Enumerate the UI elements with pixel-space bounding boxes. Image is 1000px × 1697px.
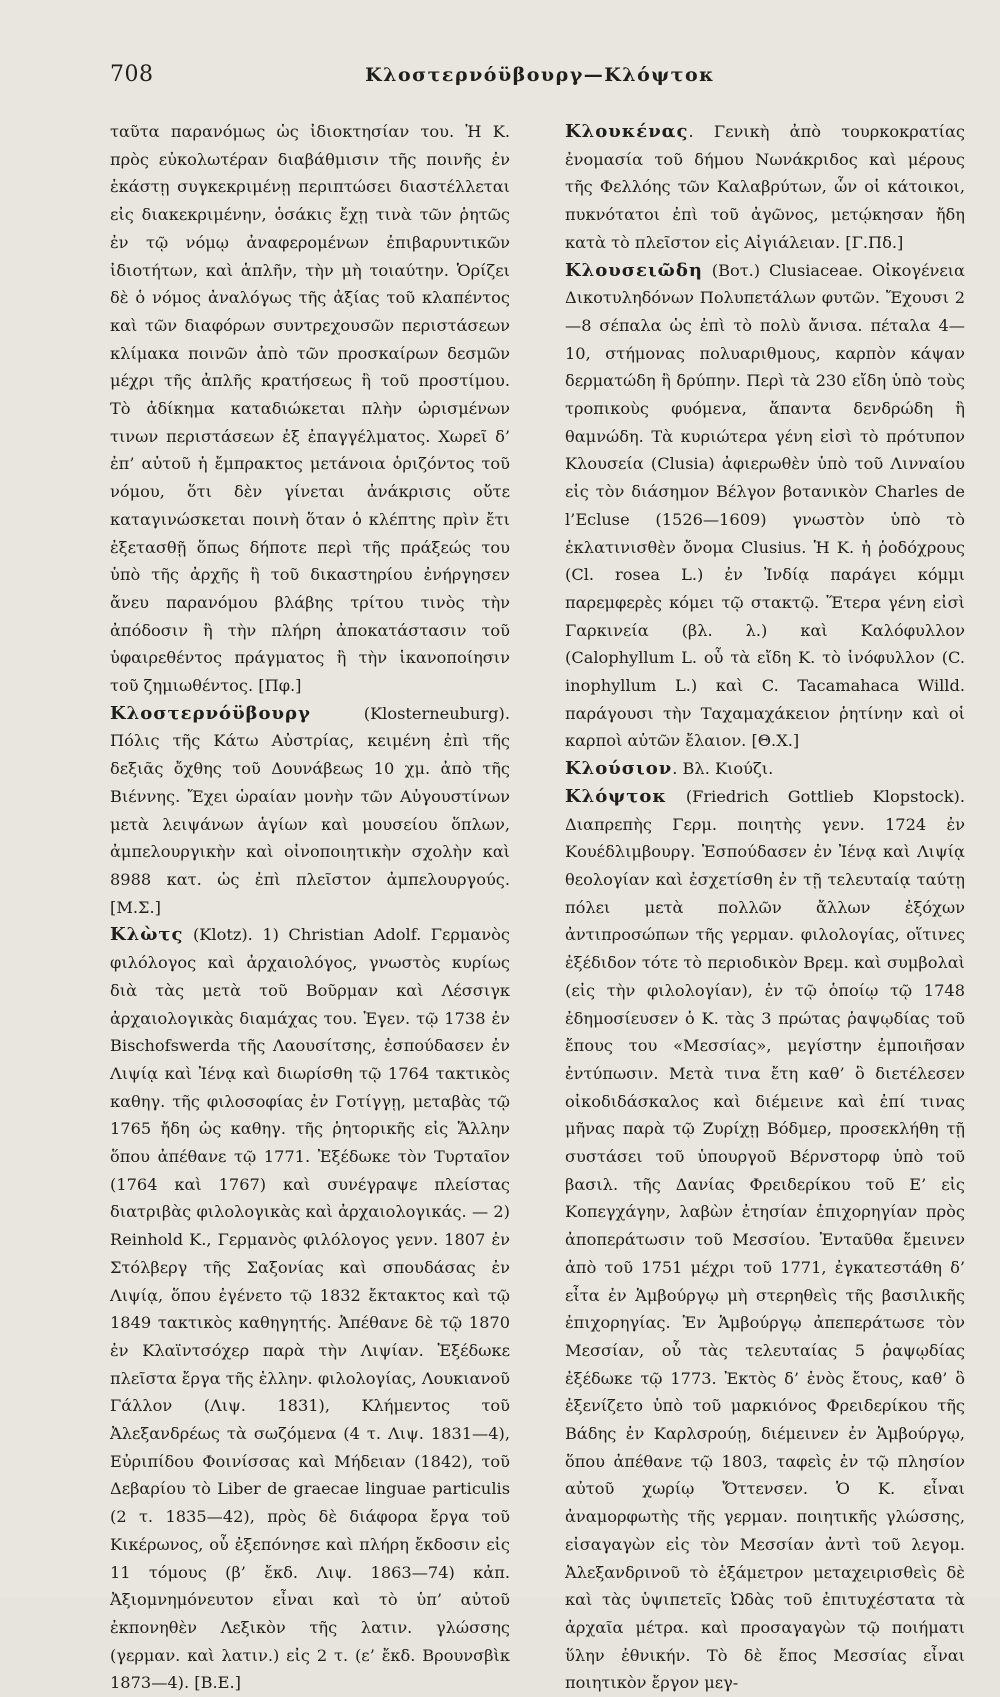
entry-text: (Klosterneuburg). Πόλις τῆς Κάτω Αὐστρίας, κειμένη ἐπὶ τῆς δεξιᾶς ὄχθης τοῦ Δουνάβεως 10 χμ. ἀπὸ τῆς Βιέννης. Ἔχει ὡραίαν μονὴν τῶν Αὐγουστίνων μετὰ λειψάνων ἁγίων καὶ μουσείου ὅπλων, ἀμπελουργικὴν καὶ οἰνοποιητικὴν σχολὴν καὶ 8988 κατ. ὡς ἐπὶ πλεῖστον ἀμπελουργούς. [Μ.Σ.] xyxy=(110,703,510,917)
page-number: 708 xyxy=(110,62,154,87)
entry-headword: Κλόψτοκ xyxy=(565,785,667,807)
entry-text: (Friedrich Gottlieb Klopstock). Διαπρεπὴς Γερμ. ποιητὴς γενν. 1724 ἐν Κουέδλιμβουργ. Ἐσπούδασεν ἐν Ἰένᾳ καὶ Λιψίᾳ θεολογίαν καὶ ἐσχετίσθη ἐν τῇ τελευταίᾳ ταύτῃ πόλει μετὰ πολλῶν ἄλλων ἐξόχων ἀντιπροσώπων τῆς γερμαν. φιλολογίας, οἵτινες ἐξέδιδον τότε τὸ περιοδικὸν Βρεμ. καὶ συμβολαὶ (εἰς τὴν φιλολογίαν), ἐν τῷ ὁποίῳ τῷ 1748 ἐδημοσίευσεν ὁ Κ. τὰς 3 πρώτας ῥαψῳδίας τοῦ ἔπους του «Μεσσίας», μεγίστην ἐμποιῆσαν ἐντύπωσιν. Μετὰ τινα ἔτη καθ’ ὃ διετέλεσεν οἰκοδιδάσκαλος καὶ διέμεινε καὶ ἐπί τινας μῆνας παρὰ τῷ Ζυρίχῃ Βόδμερ, προσεκλήθη τῇ συστάσει τοῦ ὑπουργοῦ Βέρνστορφ ὑπὸ τοῦ βασιλ. τῆς Δανίας Φρειδερίκου τοῦ Ε’ εἰς Κοπεγχάγην, λαβὼν ἐτησίαν ἐπιχορηγίαν πρὸς ἀποπεράτωσιν τοῦ Μεσσίου. Ἐνταῦθα ἔμεινεν ἀπὸ τοῦ 1751 μέχρι τοῦ 1771, ἐγκατεστάθη δ’ εἶτα ἐν Ἁμβούργῳ μὴ στερηθεὶς τῆς βασιλικῆς ἐπιχορηγίας. Ἐν Ἁμβούργῳ ἀπεπεράτωσε τὸν Μεσσίαν, οὗ τὰς τελευταίας 5 ῥαψῳδίας ἐξέδωκε τῷ 1773. Ἐκτὸς δ’ ἑνὸς ἔτους, καθ’ ὃ ἐξενίζετο ὑπὸ τοῦ μαρκιόνος Φρειδερίκου τῆς Βάδης ἐν Καρλσρούῃ, διέμεινεν ἐν Ἁμβούργῳ, ὅπου ἀπέθανε τῷ 1803, ταφεὶς ἐν τῷ πλησίον αὐτοῦ χωρίῳ Ὄττενσεν. Ὁ Κ. εἶναι ἀναμορφωτὴς τῆς γερμαν. ποιητικῆς γλώσσης, εἰσαγαγὼν εἰς τὸν Μεσσίαν ἀντὶ τοῦ λεγομ. Ἀλεξανδρινοῦ τὸ ἑξάμετρον μεταχειρισθεὶς δὲ καὶ τὰς ὑψιπετεῖς Ὠδὰς τοῦ ἐπιτυχέστατα τὰ ἀρχαῖα μέτρα. καὶ προσαγαγὼν τῷ ποιήματι ὕλην ἐθνικήν. Τὸ δὲ ἔπος Μεσσίας εἶναι ποιητικὸν ἔργον μεγ- xyxy=(565,786,965,1693)
running-head: Κλοστερνόϋβουργ—Κλόψτοκ xyxy=(365,64,715,86)
entry-headword: Κλουσειῶδη xyxy=(565,259,703,281)
entry-klousion xyxy=(565,755,965,783)
entry-text: (Βοτ.) Clusiaceae. Οἰκογένεια Δικοτυληδόνων Πολυπετάλων φυτῶν. Ἔχουσι 2—8 σέπαλα ὡς ἐπὶ τὸ πολὺ ἄνισα. πέταλα 4—10, στήμονας πολυαριθμους, καρπὸν κάψαν δερματώδη ἢ δρύπην. Περὶ τὰ 230 εἴδη ὑπὸ τοὺς τροπικοὺς φυόμενα, ἅπαντα δενδρώδη ἢ θαμνώδη. Τὰ κυριώτερα γένη εἰσὶ τὸ πρότυπον Κλουσεία (Clusia) ἀφιερωθὲν ὑπὸ τοῦ Λινναίου εἰς τὸν διάσημον Βέλγον βοτανικὸν Charles de l’Ecluse (1526—1609) γνωστὸν ὑπὸ τὸ ἐκλατινισθὲν ὄνομα Clusius. Ἡ Κ. ἡ ῥοδόχρους (Cl. rosea L.) ἐν Ἰνδίᾳ παράγει κόμμι παρεμφερὲς κόμει τῷ στακτῷ. Ἕτερα γένη εἰσὶ Γαρκινεία (βλ. λ.) καὶ Καλόφυλλον (Calophyllum L. οὗ τὰ εἴδη Κ. τὸ ἰνόφυλλον (C. inophyllum L.) καὶ C. Tacamahaca Willd. παράγουσι τὴν Ταχαμαχάκειον ῥητίνην καὶ οἱ καρποὶ αὐτῶν ἔλαιον. [Θ.Χ.] xyxy=(565,260,965,751)
right-column xyxy=(565,118,965,1697)
entry-text: (Klotz). 1) Christian Adolf. Γερμανὸς φιλόλογος καὶ ἀρχαιολόγος, γνωστὸς κυρίως διὰ τὰς μετὰ τοῦ Βοῦρμαν καὶ Λέσσιγκ ἀρχαιολογικὰς διαμάχας του. Ἐγεν. τῷ 1738 ἐν Bischofswerda τῆς Λαουσίτσης, ἐσπούδασεν ἐν Λιψίᾳ καὶ Ἰένᾳ καὶ διωρίσθη τῷ 1764 τακτικὸς καθηγ. τῆς φιλοσοφίας ἐν Γοτίγγῃ, μεταβὰς τῷ 1765 ἤδη ὡς καθηγ. τῆς ῥητορικῆς εἰς Ἅλλην ὅπου ἀπέθανε τῷ 1771. Ἐξέδωκε τὸν Τυρταῖον (1764 καὶ 1767) καὶ συνέγραψε πλείστας διατριβὰς φιλολογικὰς καὶ ἀρχαιολογικάς. — 2) Reinhold Κ., Γερμανὸς φιλόλογος γενν. 1807 ἐν Στόλβεργ τῆς Σαξονίας καὶ σπουδάσας ἐν Λιψίᾳ, ὅπου ἐγένετο τῷ 1832 ἔκτακτος καὶ τῷ 1849 τακτικὸς καθηγητής. Ἀπέθανε δὲ τῷ 1870 ἐν Κλαϊντσόχερ παρὰ τὴν Λιψίαν. Ἐξέδωκε πλεῖστα ἔργα τῆς ἑλλην. φιλολογίας, Λουκιανοῦ Γάλλον (Λιψ. 1831), Κλήμεντος τοῦ Ἀλεξανδρέως τὰ σωζόμενα (4 τ. Λιψ. 1831—4), Εὐριπίδου Φοινίσσας καὶ Μήδειαν (1842), τοῦ Δεβαρίου τὸ Liber de graecae linguae particulis (2 τ. 1835—42), πρὸς δὲ διάφορα ἔργα τοῦ Κικέρωνος, οὗ ἐξεπόνησε καὶ πλήρη ἔκδοσιν εἰς 11 τόμους (β’ ἔκδ. Λιψ. 1863—74) κἀπ. Ἀξιομνημόνευτον εἶναι καὶ τὸ ὑπ’ αὐτοῦ ἐκπονηθὲν Λεξικὸν τῆς λατιν. γλώσσης (γερμαν. καὶ λατιν.) εἰς 2 τ. (ε’ ἔκδ. Βρουνσβὶκ 1873—4). [Β.Ε.] xyxy=(110,925,510,1693)
entry-continuation xyxy=(110,118,510,700)
entry-headword: Κλουκένας xyxy=(565,121,689,142)
entry-text: . Γενικὴ ἀπὸ τουρκοκρατίας ἐνομασία τοῦ δήμου Νωνάκριδος καὶ μέρους τῆς Φελλόης τῶν Καλαβρύτων, ὧν οἱ κάτοικοι, πυκνότατοι ἐπὶ τοῦ ἀγῶνος, μετῴκησαν ἤδη κατὰ τὸ πλεῖστον εἰς Αἰγιάλειαν. [Γ.Πδ.] xyxy=(565,122,965,252)
left-column xyxy=(110,118,510,1697)
entry-headword: Κλὼτς xyxy=(110,924,184,946)
entry-headword: Κλούσιον xyxy=(565,758,673,780)
entry-text: . Βλ. Κιούζι. xyxy=(672,759,774,779)
page-header xyxy=(110,62,970,92)
entry-klosterneuburg xyxy=(110,700,510,922)
entry-klopstock xyxy=(565,783,965,1697)
entry-clusiaceae xyxy=(565,257,965,756)
entry-kloukenas xyxy=(565,118,965,257)
entry-headword: Κλοστερνόϋβουργ xyxy=(110,702,311,724)
entry-klotz xyxy=(110,921,510,1697)
entry-text: ταῦτα παρανόμως ὡς ἰδιοκτησίαν του. Ἡ Κ. πρὸς εὐκολωτέραν διαβάθμισιν τῆς ποινῆς ἐν ἑκάστῃ συγκεκριμένῃ περιπτώσει διαστέλλεται εἰς διακεκριμένην, ὁσάκις ἔχῃ τινὰ τῶν ῥητῶς ἐν τῷ νόμῳ ἀναφερομένων ἐπιβαρυντικῶν ἰδιοτήτων, καὶ ἁπλῆν, τὴν μὴ τοιαύτην. Ὁρίζει δὲ ὁ νόμος ἀναλόγως τῆς ἀξίας τοῦ κλαπέντος καὶ τῶν διαφόρων συντρεχουσῶν περιστάσεων κλίμακα ποινῶν ἀπὸ τῶν προσκαίρων δεσμῶν μέχρι τῆς ἀπλῆς κρατήσεως ἢ τοῦ προστίμου. Τὸ ἀδίκημα καταδιώκεται πλὴν ὡρισμένων τινων περιστάσεων ἐξ ἐπαγγέλματος. Χωρεῖ δ’ ἐπ’ αὐτοῦ ἡ ἔμπρακτος μετάνοια ὁριζόντος τοῦ νόμου, ὅτι δὲν γίνεται ἀνάκρισις οὔτε καταγινώσκεται ποινὴ ὅταν ὁ κλέπτης πρὶν ἔτι ἐξετασθῇ ὅπως δήποτε περὶ τῆς πράξεώς του ὑπὸ τῆς ἀρχῆς ἢ τοῦ δικαστηρίου ἐνήργησεν ἄνευ παρανόμου βλάβης τρίτου τινὸς τὴν ἀπόδοσιν ἢ τὴν πλήρη ἀποκατάστασιν τοῦ ὑφαιρεθέντος πράγματος ἢ τὴν ἱκανοποίησιν τοῦ ζημιωθέντος. [Πφ.] xyxy=(110,122,510,696)
